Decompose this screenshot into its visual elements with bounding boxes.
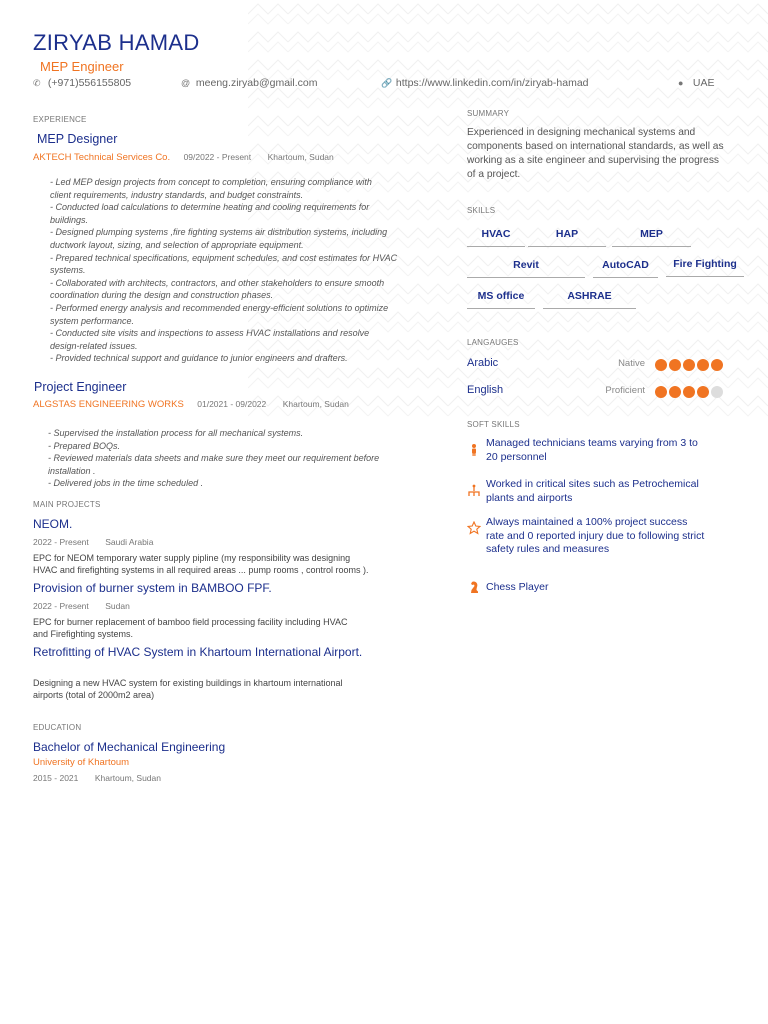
languages-heading: LANGAUGES: [467, 338, 519, 347]
job-bullets: [33, 176, 433, 365]
skill-tag: HAP: [528, 228, 606, 247]
soft-skill-item: [467, 478, 727, 508]
project-title: NEOM.: [33, 517, 73, 531]
education-dates: 2015 - 2021: [33, 773, 79, 783]
bullet-line: - Prepared technical specifications, equipment schedules, and cost estimates for HVAC: [50, 252, 398, 263]
bullet-line: - Collaborated with architects, contractors, and other stakeholders to ensure smooth: [50, 277, 385, 288]
skill-tag: AutoCAD: [593, 259, 658, 278]
email-contact[interactable]: [181, 77, 317, 89]
rating-dot: [711, 386, 723, 398]
summary-text: Experienced in designing mechanical systems and components based on international standards, as well as working as a site engineer and supervising the progress of a project.: [467, 127, 724, 180]
bullet-line: - Supervised the installation process for all mechanical systems.: [48, 428, 304, 438]
bullet-line: design-related issues.: [50, 340, 138, 351]
project-desc-line: and Firefighting systems.: [33, 629, 134, 639]
job-meta: [33, 394, 433, 412]
project-desc-line: HVAC and firefighting systems in all required areas ... pump rooms , control rooms ).: [33, 565, 369, 575]
education-heading: EDUCATION: [33, 723, 82, 732]
project-description: [33, 677, 443, 701]
bullet-line: - Performed energy analysis and recommended energy-efficient solutions to optimize: [50, 302, 389, 313]
project-desc-line: Designing a new HVAC system for existing buildings in khartoum international: [33, 678, 343, 688]
chess-knight-icon: [467, 580, 481, 594]
job-location: Khartoum, Sudan: [282, 399, 349, 409]
skill-tag: HVAC: [467, 228, 525, 247]
bullet-line: - Provided technical support and guidance to junior engineers and drafters.: [50, 353, 348, 364]
phone-contact: [33, 77, 131, 89]
bullet-line: - Conducted site visits and inspections to assess HVAC installations and resolve: [50, 328, 370, 339]
project-description: [33, 552, 433, 576]
bullet-line: - Designed plumping systems ,fire fighting systems air distribution systems, including: [50, 227, 388, 238]
summary-heading: SUMMARY: [467, 109, 510, 118]
rating-dot: [669, 386, 681, 398]
bullet-line: - Reviewed materials data sheets and make sure they meet our requirement before: [48, 453, 380, 464]
language-level: Native: [618, 358, 645, 369]
linkedin-contact[interactable]: [381, 77, 589, 89]
location-text: UAE: [692, 77, 715, 89]
link-icon: 🔗: [381, 78, 393, 88]
project-desc-line: EPC for NEOM temporary water supply pipline (my responsibility was designing: [33, 553, 351, 563]
experience-item: [33, 380, 433, 490]
candidate-name: ZIRYAB HAMAD: [33, 30, 200, 55]
rating-dot: [711, 359, 723, 371]
bullet-line: installation .: [48, 465, 96, 476]
phone-icon: ✆: [33, 78, 41, 88]
job-title: MEP Designer: [37, 132, 118, 146]
rating-dot: [655, 386, 667, 398]
soft-skill-text: Managed technicians teams varying from 3 to 20 personnel: [486, 437, 698, 463]
bullet-line: coordination during the design and construction phases.: [50, 290, 274, 301]
project-item: [33, 581, 433, 640]
language-name: Arabic: [467, 357, 499, 369]
education-location: Khartoum, Sudan: [94, 773, 161, 783]
project-desc-line: EPC for burner replacement of bamboo field processing facility including HVAC: [33, 617, 348, 627]
soft-skill-text: Worked in critical sites such as Petrochemical plants and airports: [486, 478, 699, 504]
email-address[interactable]: meeng.ziryab@gmail.com: [195, 77, 318, 89]
skills-heading: SKILLS: [467, 206, 496, 215]
soft-skill-text: Chess Player: [486, 581, 549, 593]
bullet-line: - Conducted load calculations to determine heating and cooling requirements for: [50, 202, 370, 213]
experience-heading: EXPERIENCE: [33, 115, 87, 124]
job-location: Khartoum, Sudan: [267, 152, 334, 162]
rating-dot: [655, 359, 667, 371]
soft-skill-text: Always maintained a 100% project success rate and 0 reported injury due to following strict safety rules and measures: [486, 516, 705, 555]
project-title: Retrofitting of HVAC System in Khartoum International Airport.: [33, 645, 363, 659]
at-icon: @: [181, 78, 191, 88]
project-dates: 2022 - Present: [33, 537, 89, 547]
rating-dot: [683, 386, 695, 398]
bullet-line: - Delivered jobs in the time scheduled .: [48, 478, 204, 489]
main-projects-heading: MAIN PROJECTS: [33, 500, 101, 509]
project-location: Saudi Arabia: [105, 537, 154, 547]
language-name: English: [467, 384, 504, 396]
skill-tag: ASHRAE: [543, 290, 636, 309]
bullet-line: - Led MEP design projects from concept to completion, ensuring compliance with: [50, 177, 372, 187]
skill-tag: Revit: [467, 259, 585, 278]
project-item: [33, 517, 433, 576]
rating-dot: [697, 386, 709, 398]
linkedin-url[interactable]: https://www.linkedin.com/in/ziryab-hamad: [395, 77, 589, 89]
job-dates: 01/2021 - 09/2022: [197, 399, 267, 409]
job-title: Project Engineer: [34, 380, 127, 394]
star-icon: [467, 521, 481, 535]
soft-skill-item: [467, 581, 727, 597]
phone-number: (+971)556155805: [47, 77, 132, 89]
bullet-line: buildings.: [50, 214, 89, 225]
job-bullets: [33, 427, 433, 490]
school-name: University of Khartoum: [33, 757, 130, 768]
soft-skill-item: [467, 516, 727, 572]
company-name: AKTECH Technical Services Co.: [33, 152, 171, 163]
job-meta: [33, 147, 433, 165]
skill-tag: MS office: [467, 290, 535, 309]
rating-dot: [697, 359, 709, 371]
person-icon: [467, 443, 481, 457]
location-contact: [678, 77, 715, 89]
bullet-line: client requirements, industry standards, and budget constraints.: [50, 189, 304, 200]
bullet-line: ductwork layout, sizing, and selection of appropriate equipment.: [50, 239, 304, 250]
project-meta: [33, 532, 433, 550]
rating-dot: [669, 359, 681, 371]
job-dates: 09/2022 - Present: [183, 152, 252, 162]
education-meta: [33, 768, 433, 786]
rating-dot: [683, 359, 695, 371]
network-icon: [467, 484, 481, 498]
project-dates: 2022 - Present: [33, 601, 89, 611]
experience-item: [33, 132, 433, 365]
project-title: Provision of burner system in BAMBOO FPF.: [33, 581, 272, 595]
language-rating: [655, 385, 725, 403]
project-location: Sudan: [105, 601, 130, 611]
location-pin-icon: ●: [678, 78, 684, 88]
soft-skills-heading: SOFT SKILLS: [467, 420, 520, 429]
skill-tag: MEP: [612, 228, 691, 247]
bullet-line: - Prepared BOQs.: [48, 440, 121, 451]
candidate-role: MEP Engineer: [40, 59, 124, 74]
project-desc-line: airports (total of 2000m2 area): [33, 690, 155, 700]
bullet-line: systems.: [50, 265, 86, 276]
company-name: ALGSTAS ENGINEERING WORKS: [33, 399, 184, 410]
skill-tag: Fire Fighting: [666, 258, 744, 277]
soft-skill-item: [467, 437, 727, 467]
education-item: [33, 740, 433, 786]
bullet-line: system performance.: [50, 315, 135, 326]
project-description: [33, 616, 433, 640]
project-item: [33, 645, 443, 701]
degree-title: Bachelor of Mechanical Engineering: [33, 740, 226, 754]
project-meta: [33, 596, 433, 614]
language-level: Proficient: [605, 385, 645, 396]
language-rating: [655, 358, 725, 376]
